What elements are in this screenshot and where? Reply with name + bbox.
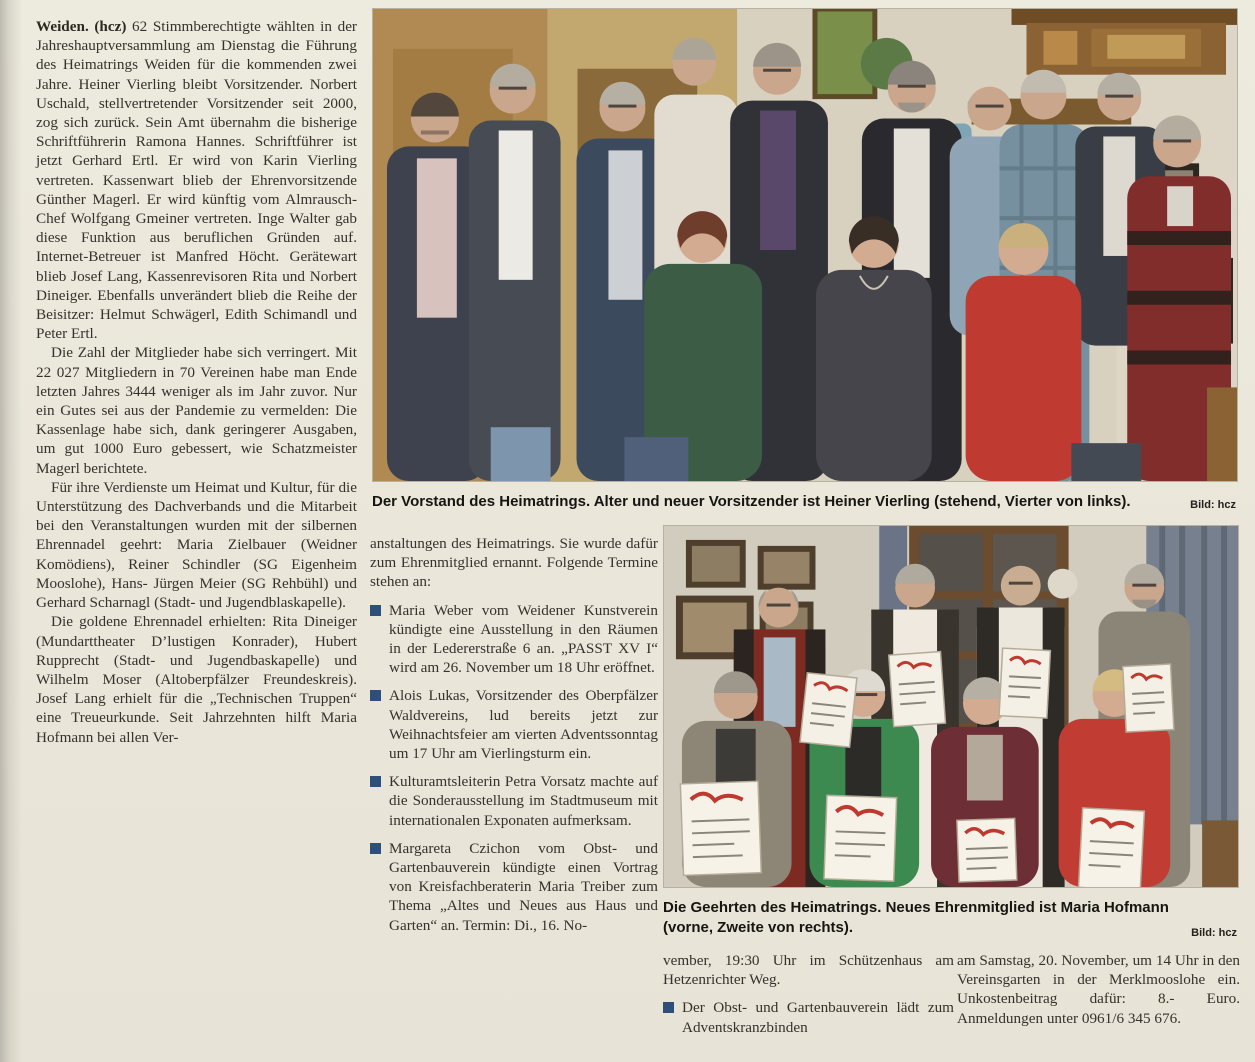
- bullet-item: [370, 839, 658, 935]
- photo2-illustration: [664, 526, 1238, 887]
- photo2-caption: [663, 898, 1239, 944]
- article-column-4: [957, 951, 1240, 1028]
- dateline: Weiden.: [36, 18, 89, 35]
- photo1-caption: [372, 492, 1238, 516]
- bullet-item: [370, 686, 658, 763]
- photo2-lamp: [1048, 569, 1078, 599]
- bullet-square-icon: [663, 1002, 674, 1013]
- article-column-1: [36, 17, 357, 747]
- bullet-square-icon: [370, 605, 381, 616]
- bullet-text: Margareta Czichon vom Obst- und Gartenbauverein kündigte einen Vortrag von Kreisfachberaterin Maria Treiber zum Thema „Altes und Neues aus Haus und Garten“ an. Termin: Di., 16. No-: [389, 839, 658, 934]
- article-column-2: [370, 534, 658, 935]
- photo1-chair: [1207, 387, 1237, 481]
- body-paragraph: Die goldene Ehrennadel erhielten: Rita Dineiger (Mundarttheater D’lustigen Konrader), Hubert Rupprecht (Stadt- und Jugendbaskapelle) und Wilhelm Moser (Altoberpfälzer Freundeskreis). Josef Lang erhielt für die „Technischen Truppen“ eine Treueurkunde. Seit Jahrzehnten hilft Maria Hofmann bei allen Ver-: [36, 613, 357, 746]
- photo1-beam: [1012, 9, 1237, 25]
- continuation-paragraph: am Samstag, 20. November, um 14 Uhr in den Vereinsgarten in der Merklmooslohe ein. Unkostenbeitrag dafür: 8.- Euro. Anmeldungen unter 0961/6 345 676.: [957, 952, 1240, 1027]
- photo1-trousers: [624, 437, 688, 481]
- photo-board-group: [372, 8, 1238, 482]
- agency-abbrev: (hcz): [94, 18, 127, 35]
- bullet-text: Maria Weber vom Weidener Kunstverein kündigte eine Ausstellung in den Räumen in der Ledererstraße 6 an. „PASST XV I“ wird am 26. November um 18 Uhr eröffnet.: [389, 601, 658, 677]
- photo1-trousers-2: [1071, 443, 1141, 481]
- body-paragraph: Die Zahl der Mitglieder habe sich verringert. Mit 22 027 Mitgliedern in 70 Vereinen habe man Ende letzten Jahres 3444 weniger als im Jahr zuvor. Nur ein Gutes sei aus der Pandemie zu vermelden: Die Kassenlage habe sich, dank geringerer Ausgaben, um gut 1000 Euro gebessert, wie Schatzmeister Magerl berichtete.: [36, 344, 357, 477]
- bullet-square-icon: [370, 690, 381, 701]
- photo1-caption-text: Der Vorstand des Heimatrings. Alter und neuer Vorsitzender ist Heiner Vierling (stehend, Vierter von links).: [372, 493, 1131, 510]
- bullet-item: [370, 772, 658, 830]
- photo2-furniture: [1202, 820, 1238, 887]
- photo2-caption-text: Die Geehrten des Heimatrings. Neues Ehrenmitglied ist Maria Hofmann (vorne, Zweite von rechts).: [663, 899, 1169, 936]
- bullet-square-icon: [370, 776, 381, 787]
- bullet-text: Der Obst- und Gartenbauverein lädt zum Adventskranzbinden: [682, 999, 954, 1036]
- photo1-illustration: [373, 9, 1237, 481]
- photo-honorees-group: [663, 525, 1239, 888]
- bullet-item: [663, 998, 954, 1036]
- column3-bullets: [663, 998, 954, 1036]
- photo2-credit: Bild: hcz: [1191, 927, 1237, 939]
- photo1-shelf-item: [1043, 31, 1077, 65]
- photo1-person-2: [469, 64, 561, 481]
- column2-bullets: [370, 601, 658, 935]
- bullet-square-icon: [370, 843, 381, 854]
- photo1-jeans: [491, 427, 551, 481]
- photo1-credit: Bild: hcz: [1190, 499, 1236, 511]
- continuation-paragraph: vember, 19:30 Uhr im Schützenhaus am Hetzenrichter Weg.: [663, 952, 954, 989]
- bullet-text: Alois Lukas, Vorsitzender des Oberpfälzer Waldvereins, lud bereits jetzt zur Weihnachtsfeier am vierten Adventssonntag um 17 Uhr am Vierlingsturm ein.: [389, 687, 658, 763]
- lead-text: 62 Stimmberechtigte wählten in der Jahreshauptversammlung am Dienstag die Führung des Heimatrings Weiden für die kommenden zwei Jahre. Heiner Vierling bleibt Vorsitzender. Norbert Uschald, stellvertretender Vorsitzender seit 2000, zog sich zurück. Sein Amt übernahm die bisherige Schriftführerin Ramona Hannes. Schriftführer ist jetzt Gerhard Ertl. Er wird von Karin Vierling vertreten. Kassenwart blieb der Ehrenvorsitzende Günther Magerl. Er wird künftig vom Almrausch- Chef Wolfgang Gmeiner vertreten. Inge Walter gab diese Funktion aus beruflichen Gründen auf. Internet-Betreuer ist Manfred Höcht. Gerätewart blieb Josef Lang, Kassenrevisoren Rita und Norbert Dineiger. Ebenfalls unverändert blieb die Reihe der Beisitzer: Helmut Schwägerl, Edith Schimandl und Peter Ertl.: [36, 18, 357, 343]
- column1-paragraphs: [36, 343, 357, 746]
- photo1-clock-detail: [1107, 35, 1185, 59]
- bullet-text: Kulturamtsleiterin Petra Vorsatz machte auf die Sonderausstellung im Stadtmuseum mit internationalen Exponaten aufmerksam.: [389, 773, 658, 829]
- lead-paragraph: [36, 17, 357, 343]
- bullet-item: [370, 601, 658, 678]
- body-paragraph: Für ihre Verdienste um Heimat und Kultur, für die Unterstützung des Dachverbands und die Mitarbeit bei den Veranstaltungen wurden mit der silbernen Ehrennadel geehrt: Maria Zielbauer (Weidner Komödiens), Reiner Schindler (SG Eigenheim Mooslohe), Hans- Jürgen Meier (SG Rehbühl) und Gerhard Scharnagl (Stadt- und Jugendblaskapelle).: [36, 478, 357, 612]
- continuation-paragraph: anstaltungen des Heimatrings. Sie wurde dafür zum Ehrenmitglied ernannt. Folgende Termine stehen an:: [370, 535, 658, 591]
- article-column-3: [663, 951, 954, 1037]
